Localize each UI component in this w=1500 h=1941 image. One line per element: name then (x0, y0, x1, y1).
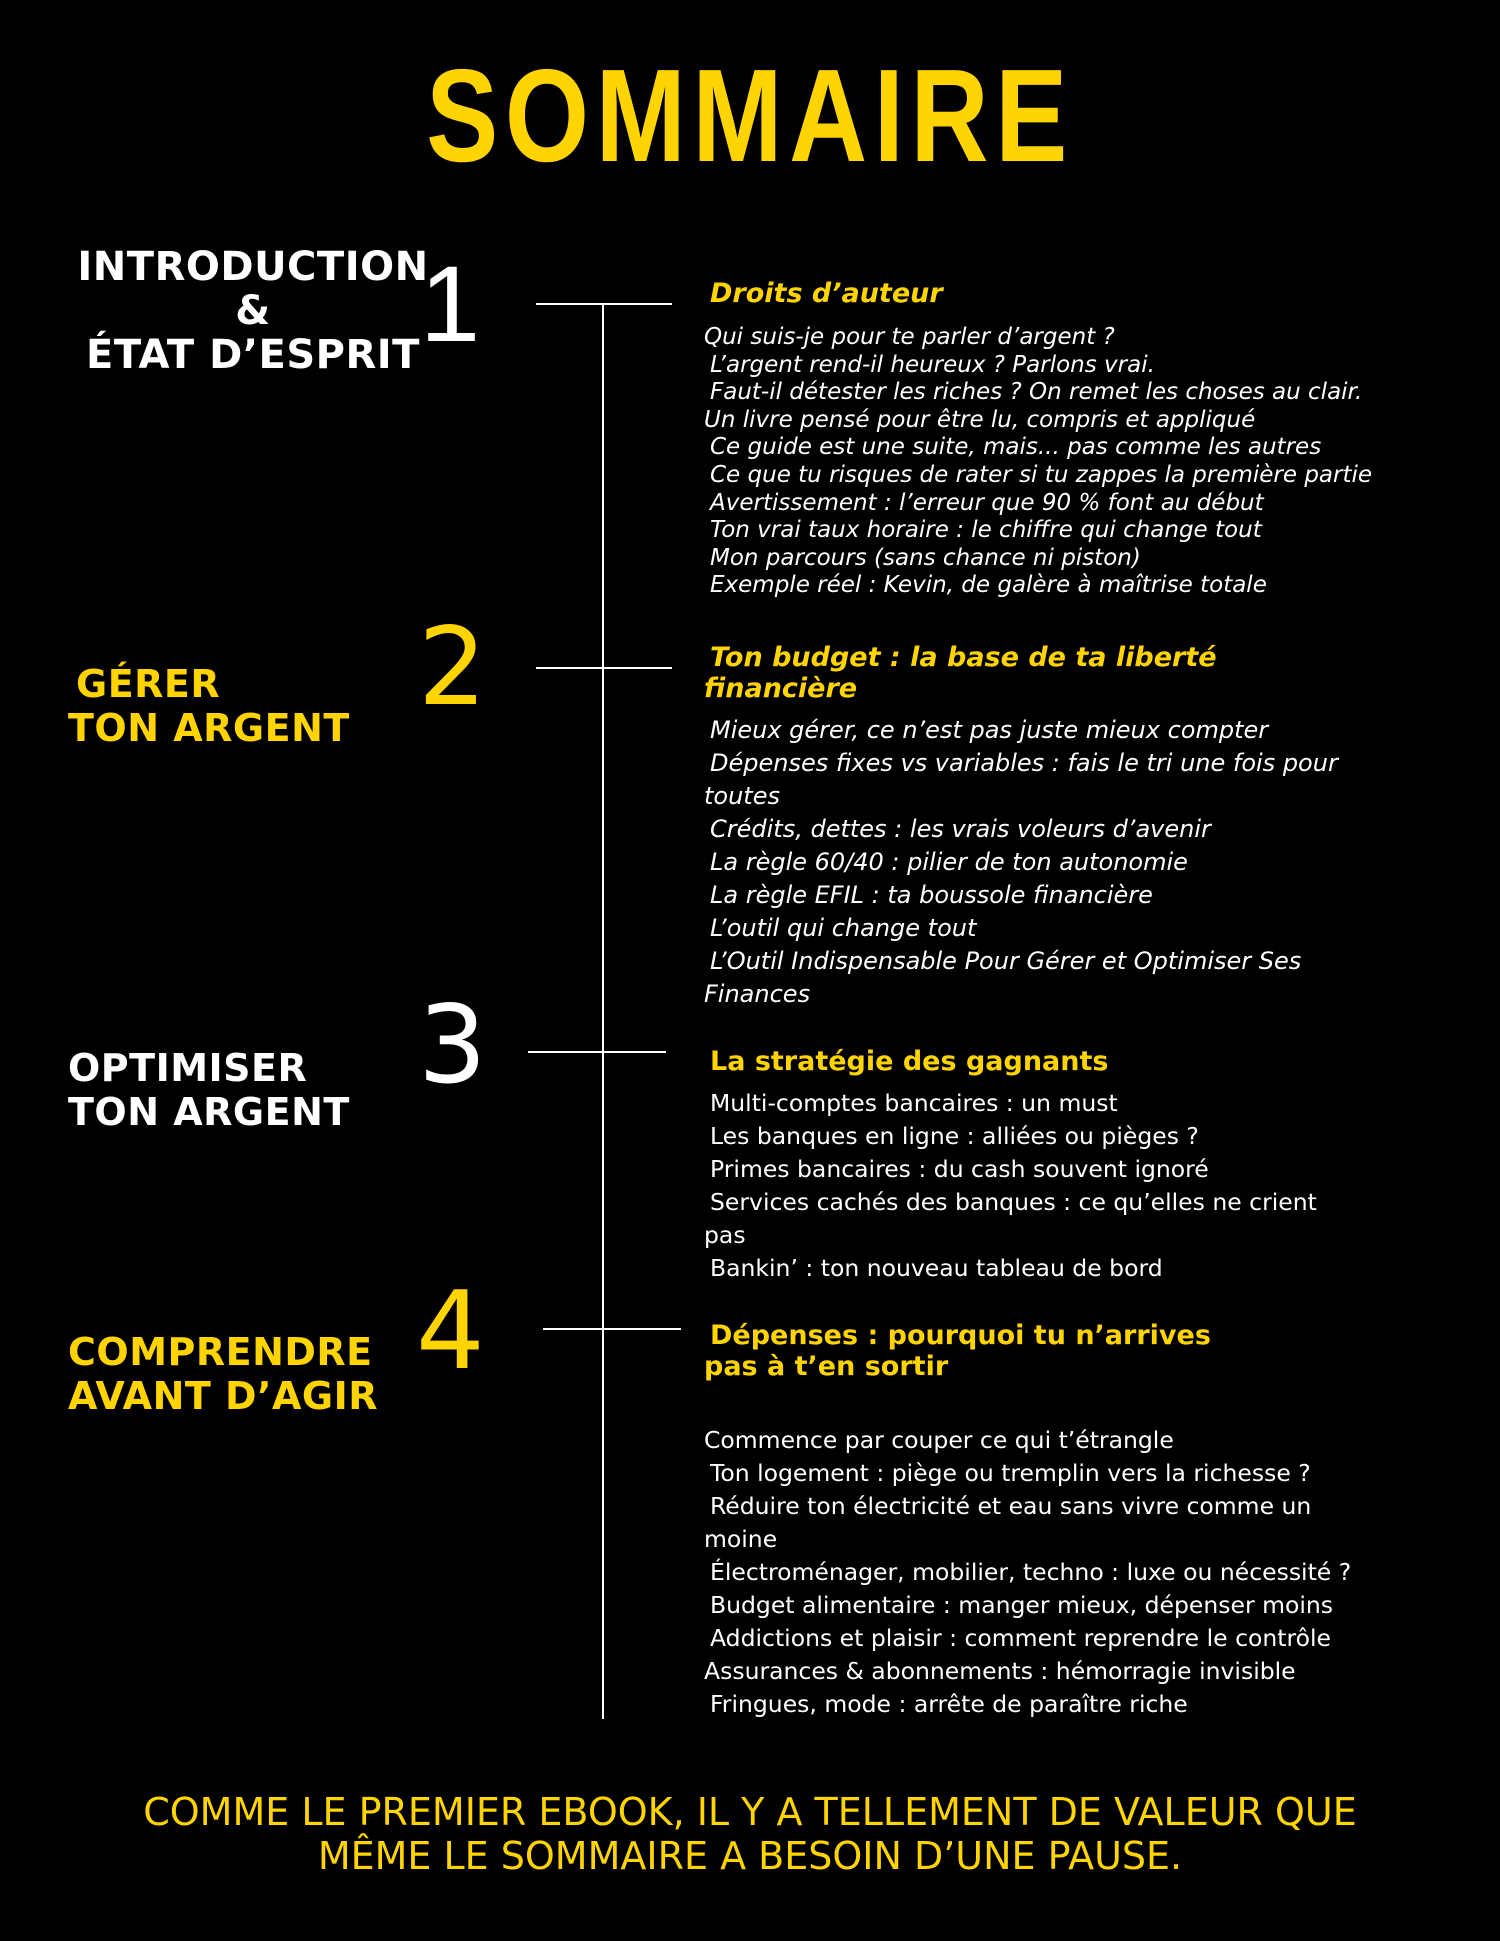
list-item: Avertissement : l’erreur que 90 % font au début (710, 489, 1264, 516)
list-item: Services cachés des banques : ce qu’elles ne crient (710, 1188, 1317, 1216)
list-item: Primes bancaires : du cash souvent ignoré (710, 1155, 1209, 1183)
list-item: Ce guide est une suite, mais... pas comme les autres (710, 434, 1322, 461)
list-item: Un livre pensé pour être lu, compris et appliqué (704, 406, 1256, 433)
list-item: Mon parcours (sans chance ni piston) (710, 544, 1141, 571)
list-item: Électroménager, mobilier, techno : luxe ou nécessité ? (710, 1558, 1352, 1586)
part-2-section-title-line: Ton budget : la base de ta liberté (710, 642, 1217, 673)
list-item: Mieux gérer, ce n’est pas juste mieux compter (710, 716, 1269, 744)
list-item: La règle 60/40 : pilier de ton autonomie (710, 848, 1188, 876)
part-3-section-title: La stratégie des gagnants (710, 1046, 1109, 1077)
part-4-item-list (704, 1424, 1424, 1721)
part-3-item-list (704, 1087, 1384, 1285)
list-item: Commence par couper ce qui t’étrangle (704, 1426, 1174, 1454)
list-item: Exemple réel : Kevin, de galère à maîtrise totale (710, 572, 1267, 599)
footer-line: COMME LE PREMIER EBOOK, IL Y A TELLEMENT DE VALEUR QUE (143, 1790, 1357, 1834)
part-3-number: 3 (418, 983, 487, 1108)
part-2-label-line: TON ARGENT (68, 706, 350, 750)
part-3-label-line: TON ARGENT (68, 1090, 350, 1134)
list-item: Crédits, dettes : les vrais voleurs d’avenir (710, 815, 1211, 843)
part-2-label (68, 662, 398, 750)
timeline-branch-2 (536, 667, 672, 669)
footer-note (0, 1790, 1500, 1878)
list-item: Ton vrai taux horaire : le chiffre qui change tout (710, 517, 1262, 544)
part-2-section-title (704, 642, 1224, 704)
timeline-branch-1 (536, 303, 672, 305)
timeline-vertical-line (602, 305, 604, 1719)
part-4-section-title (704, 1320, 1224, 1382)
list-item: Réduire ton électricité et eau sans vivre comme un (710, 1492, 1312, 1520)
list-item: Ton logement : piège ou tremplin vers la richesse ? (710, 1459, 1311, 1487)
list-item: Bankin’ : ton nouveau tableau de bord (710, 1254, 1163, 1282)
timeline-branch-3 (528, 1051, 666, 1053)
part-4-label-line: COMPRENDRE (68, 1330, 373, 1374)
list-item: Les banques en ligne : alliées ou pièges ? (710, 1122, 1199, 1150)
part-4-label (68, 1330, 448, 1418)
list-item: Assurances & abonnements : hémorragie invisible (704, 1657, 1296, 1685)
list-item: pas (704, 1221, 746, 1249)
part-2-item-list (704, 714, 1404, 1011)
part-1-label-line: ÉTAT D’ESPRIT (86, 332, 420, 378)
part-4-section-title-line: pas à t’en sortir (704, 1351, 949, 1382)
part-3-label (68, 1046, 398, 1134)
list-item: La règle EFIL : ta boussole financière (710, 881, 1153, 909)
list-item: Finances (704, 980, 811, 1008)
list-item: L’outil qui change tout (710, 914, 977, 942)
footer-line: MÊME LE SOMMAIRE A BESOIN D’UNE PAUSE. (317, 1834, 1183, 1878)
part-1-label-line: INTRODUCTION (77, 244, 429, 290)
list-item: Budget alimentaire : manger mieux, dépenser moins (710, 1591, 1334, 1619)
timeline-branch-4 (543, 1328, 681, 1330)
list-item: toutes (704, 782, 780, 810)
list-item: Addictions et plaisir : comment reprendre le contrôle (710, 1624, 1331, 1652)
part-2-number: 2 (418, 605, 487, 730)
list-item: L’Outil Indispensable Pour Gérer et Optimiser Ses (710, 947, 1302, 975)
page-title: SOMMAIRE (426, 42, 1074, 189)
part-2-label-line: GÉRER (76, 662, 221, 706)
list-item: Qui suis-je pour te parler d’argent ? (704, 324, 1115, 350)
list-item: moine (704, 1525, 778, 1553)
part-4-number: 4 (416, 1269, 485, 1394)
list-item: Ce que tu risques de rater si tu zappes la première partie (710, 461, 1373, 488)
part-3-label-line: OPTIMISER (68, 1046, 308, 1090)
list-item: Dépenses fixes vs variables : fais le tri une fois pour (710, 749, 1338, 777)
part-1-label (68, 245, 438, 377)
part-4-label-line: AVANT D’AGIR (68, 1374, 378, 1418)
list-item: Fringues, mode : arrête de paraître riche (710, 1690, 1188, 1718)
part-1-number: 1 (420, 243, 481, 364)
part-4-section-title-line: Dépenses : pourquoi tu n’arrives (710, 1320, 1211, 1351)
part-1-item-list (704, 324, 1444, 600)
part-2-section-title-line: financière (704, 673, 858, 704)
part-1-section-title: Droits d’auteur (710, 278, 943, 309)
part-1-label-line: & (235, 288, 271, 334)
list-item: Faut-il détester les riches ? On remet les choses au clair. (710, 379, 1363, 406)
list-item: L’argent rend-il heureux ? Parlons vrai. (710, 351, 1155, 378)
list-item: Multi-comptes bancaires : un must (710, 1089, 1118, 1117)
